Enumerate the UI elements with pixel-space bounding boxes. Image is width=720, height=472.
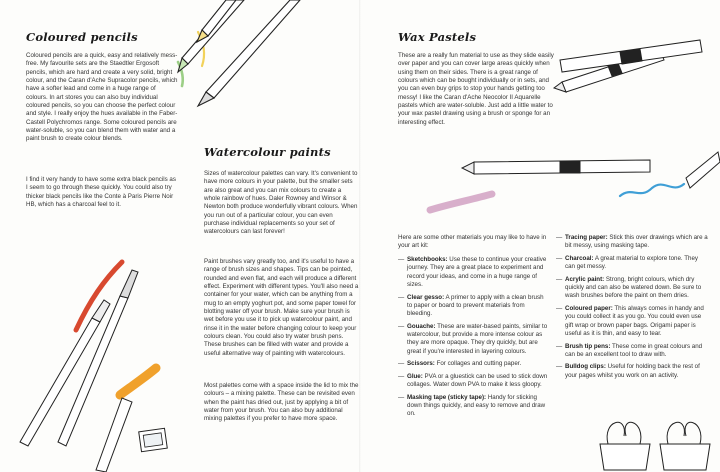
list-item: — Tracing paper: Stick this over drawings which are a bit messy, using masking tape. [556,234,708,251]
watercolour-paragraph-3: Most palettes come with a space inside the lid to mix the colours – a mixing palette. These can be revisited even when the paint has dried out, just by applying a bit of water from your brush. You can also buy additional mixing palettes if you prefer to have more space. [204,382,359,423]
list-item: — Sketchbooks: Use these to continue your creative journey. They are a great place to experiment and record your ideas, and come in a huge range of sizes. [398,256,548,289]
list-item: — Masking tape (sticky tape): Handy for sticking down things quickly, and easy to remove and draw on. [398,394,548,419]
pencil-icon [178,0,244,72]
watercolour-paragraph-2: Paint brushes vary greatly too, and it's useful to have a range of brush sizes and shapes. Tips can be pointed, rounded and even flat, and each will produce a different effect. Experiment with different types. You'll also need a container for your water, which can be anything from a mug to an empty yoghurt pot, and some paper towel for blotting water off your brush. Make sure your brush is wet before you use it to pick up watercolour paint, and rinse it in the water before changing colour to keep your colours clean. You could also try water brush pens. These brushes can be filled with water and provide a useful alternative way of painting with watercolours. [204,258,359,357]
wax-pastel-stroke [430,184,684,210]
coloured-pencils-paragraph-1: Coloured pencils are a quick, easy and relatively mess-free. My favourite sets are the Staedtler Ergosoft pencils, which are hard and create a very solid, bright colour, and the Caran d'Ache Supracolor pencils, which have a softer lead and come in a huge range of colours. In art stores you can also buy individual coloured pencils, so you can choose the perfect colour and style. I really enjoy the hues available in the Faber-Castell Polychromos range. Some coloured pencils are water-soluble, so you can blend them with water and a paint brush to create colour blends. [26,52,178,143]
wax-pastels-paragraph: These are a really fun material to use as they slide easily over paper and you can cover large areas quickly when using them on their sides. There is a great range of colours which can be bought individually or in sets, and you can even buy grips to stop your hands getting too messy! I like the Caran d'Ache Neocolor II Aquarelle pastels which are water-soluble. Just add a little water to your wax pastel drawing using a brush or sponge for an interesting effect. [398,52,554,126]
pencil-icon [197,0,236,42]
wax-pastels-heading: Wax Pastels [398,30,477,44]
wax-pastel-icon [560,40,702,72]
coloured-pencils-paragraph-2: I find it very handy to have some extra black pencils as I seem to go through these quickly. You could also try thicker black pencils like the Conte à Paris Pierre Noir HB, which has a charcoal feel to it. [26,176,176,209]
coloured-pencils-heading: Coloured pencils [26,30,138,44]
list-item: — Coloured paper: This always comes in handy and you could collect it as you go. You could even use gift wrap or brown paper bags. Origami paper is useful as it is thin, and easy to tear. [556,305,708,338]
list-item: — Acrylic paint: Strong, bright colours, which dry quickly and can also be watered down. Be sure to wash brushes before the paint on them dries. [556,276,708,301]
paint-brush-icon [20,262,122,446]
kit-list-column-2 [556,234,708,384]
bulldog-clip-icon [660,422,710,470]
list-item: — Clear gesso: A primer to apply with a clean brush to paper or board to prevent materials from bleeding. [398,294,548,319]
list-item: — Charcoal: A great material to explore tone. They can get messy. [556,255,708,272]
bulldog-clip-icon [600,422,650,470]
watercolour-paragraph-1: Sizes of watercolour palettes can vary. It's convenient to have more colours in your palette, but the smaller sets are also great and you can mix colours to create a whole rainbow of hues. Daler Rowney and Winsor & Newton both produce wonderfully vibrant colours. When you run out of a particular colour, you can even purchase individual replacements so your set of watercolours can last forever! [204,170,358,236]
paint-brush-icon [58,270,138,446]
pencil-stroke-swatches [178,32,204,86]
list-item: — Scissors: For collages and cutting paper. [398,360,548,368]
watercolour-pan-icon [139,428,168,451]
list-item: — Brush tip pens: These come in great colours and can be an excellent tool to draw with. [556,343,708,360]
page-gutter [359,0,361,472]
wax-pastel-icon [462,160,650,174]
pencil-icon [198,0,300,106]
list-item: — Gouache: These are water-based paints, similar to watercolour, but provide a more intense colour as they are more opaque. They dry quickly, but are great if you're interested in layering colours. [398,323,548,356]
list-item: — Bulldog clips: Useful for holding back the rest of your pages whilst you work on an activity. [556,363,708,380]
kit-list-column-1 [398,256,548,423]
list-item: — Glue: PVA or a gluestick can be used to stick down collages. Water down PVA to make it less gloopy. [398,373,548,390]
watercolour-paints-heading: Watercolour paints [204,145,331,159]
paint-brush-icon [96,368,156,472]
wax-pastel-icon [686,152,720,188]
wax-pastel-icon [554,50,664,92]
kit-intro: Here are some other materials you may like to have in your art kit: [398,234,547,250]
